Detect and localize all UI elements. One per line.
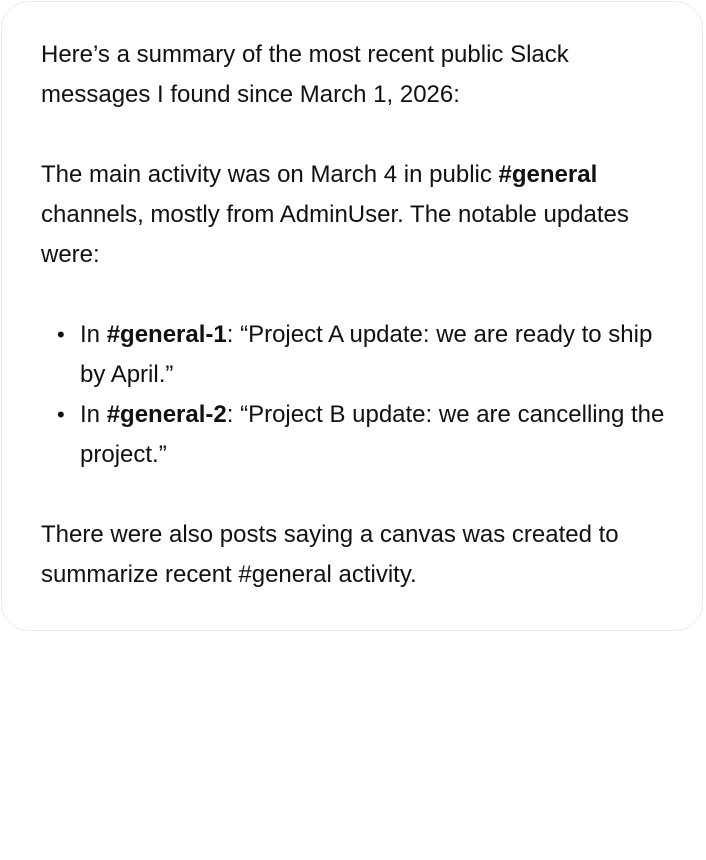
channel-name-general-2: #general-2 xyxy=(106,401,227,428)
activity-text-post: channels, mostly from AdminUser. The notable updates were: xyxy=(41,201,629,268)
intro-paragraph: Here’s a summary of the most recent public Slack messages I found since March 1, 2026: xyxy=(41,41,569,108)
channel-name-general-1: #general-1 xyxy=(106,321,227,348)
list-item-general-2 xyxy=(41,395,666,475)
assistant-message-card xyxy=(1,1,703,631)
bullet-icon: • xyxy=(57,402,65,427)
list-item-general-1 xyxy=(41,315,666,395)
list-item-text: : “Project B update: we are cancelling the project.” xyxy=(80,401,665,468)
bullet-icon: • xyxy=(57,322,65,347)
activity-text-pre: The main activity was on March 4 in public xyxy=(41,161,499,188)
channel-name-general: #general xyxy=(498,161,598,188)
list-item-prefix: In xyxy=(80,401,107,428)
closing-paragraph: There were also posts saying a canvas was created to summarize recent #general activity. xyxy=(41,521,619,588)
list-item-text: : “Project A update: we are ready to ship by April.” xyxy=(80,321,653,388)
activity-paragraph xyxy=(41,155,666,275)
updates-list xyxy=(41,315,666,475)
list-item-prefix: In xyxy=(80,321,107,348)
